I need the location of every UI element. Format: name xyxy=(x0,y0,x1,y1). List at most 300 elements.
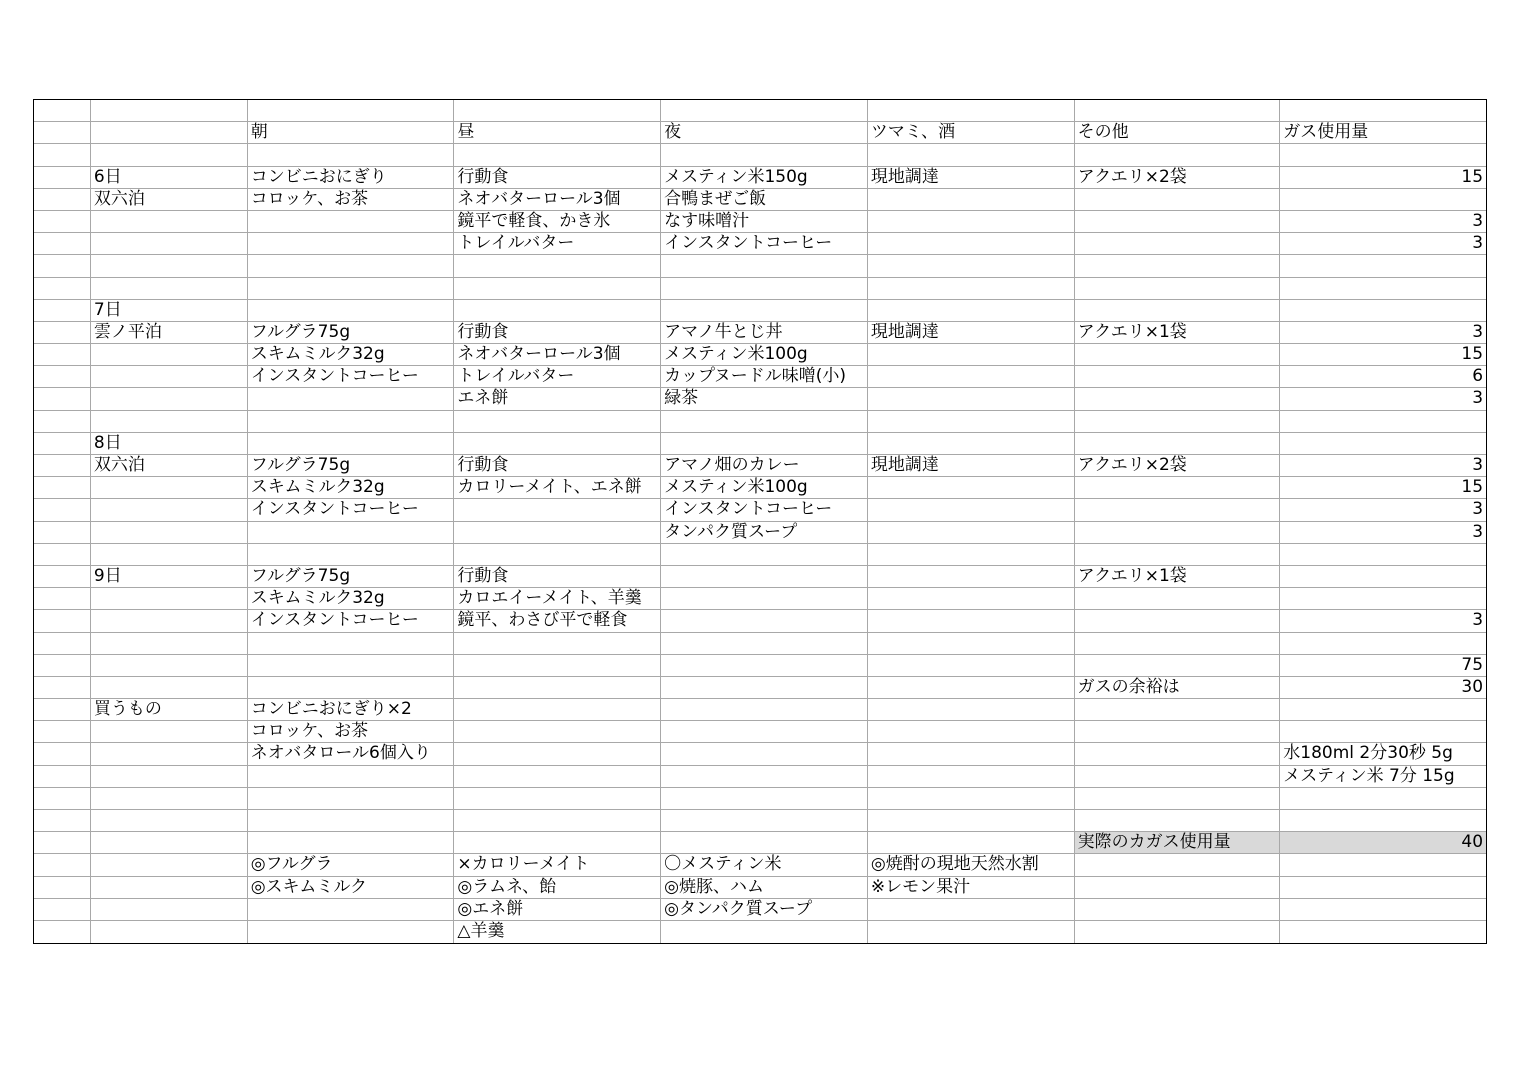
cell-lunch[interactable]: 昼 xyxy=(454,122,661,143)
cell-day-label[interactable] xyxy=(91,655,248,676)
cell-snack-drink[interactable] xyxy=(868,499,1075,520)
cell-dinner[interactable]: ◎焼豚、ハム xyxy=(661,877,868,898)
cell-gas-usage[interactable]: 40 xyxy=(1280,832,1486,853)
cell-gas-usage[interactable] xyxy=(1280,854,1486,875)
cell-gas-usage[interactable] xyxy=(1280,300,1486,321)
cell-gas-usage[interactable]: 3 xyxy=(1472,233,1484,254)
cell-dinner[interactable] xyxy=(661,255,868,276)
cell-dinner[interactable]: 〇メスティン米 xyxy=(661,854,868,875)
cell-snack-drink[interactable] xyxy=(868,211,1075,232)
cell-snack-drink[interactable] xyxy=(868,610,1075,631)
cell-gas-usage[interactable]: 3 xyxy=(1472,610,1484,631)
cell-snack-drink[interactable] xyxy=(868,766,1075,787)
cell-other[interactable]: ガスの余裕は xyxy=(1075,677,1281,698)
cell-row-header[interactable] xyxy=(34,366,91,387)
cell-row-header[interactable] xyxy=(34,100,91,121)
cell-day-label[interactable]: 双六泊 xyxy=(91,189,248,210)
cell-other[interactable] xyxy=(1075,366,1281,387)
cell-snack-drink[interactable] xyxy=(868,255,1075,276)
cell-other[interactable] xyxy=(1075,721,1281,742)
cell-day-label[interactable] xyxy=(91,854,248,875)
cell-breakfast[interactable] xyxy=(248,788,455,809)
cell-day-label[interactable]: 雲ノ平泊 xyxy=(91,322,248,343)
cell-gas-usage[interactable]: 75 xyxy=(1461,654,1484,675)
cell-day-label[interactable] xyxy=(91,544,248,565)
cell-gas-usage[interactable]: ガス使用量 xyxy=(1283,122,1369,143)
cell-snack-drink[interactable] xyxy=(868,100,1075,121)
cell-snack-drink[interactable] xyxy=(868,144,1075,165)
cell-dinner[interactable]: タンパク質スープ xyxy=(661,522,868,543)
cell-dinner[interactable]: インスタントコーヒー xyxy=(661,233,868,254)
cell-lunch[interactable] xyxy=(454,721,661,742)
cell-gas-usage[interactable] xyxy=(1280,278,1486,299)
cell-snack-drink[interactable] xyxy=(868,189,1075,210)
cell-row-header[interactable] xyxy=(34,477,91,498)
cell-lunch[interactable] xyxy=(454,743,661,764)
cell-dinner[interactable] xyxy=(661,766,868,787)
cell-lunch[interactable]: ネオバターロール3個 xyxy=(454,189,661,210)
cell-row-header[interactable] xyxy=(34,544,91,565)
cell-other[interactable] xyxy=(1075,388,1281,409)
cell-lunch[interactable] xyxy=(454,832,661,853)
cell-other[interactable] xyxy=(1075,211,1281,232)
cell-snack-drink[interactable] xyxy=(868,588,1075,609)
cell-day-label[interactable] xyxy=(91,766,248,787)
cell-day-label[interactable] xyxy=(91,721,248,742)
cell-dinner[interactable] xyxy=(661,743,868,764)
cell-lunch[interactable]: ×カロリーメイト xyxy=(454,854,661,875)
cell-lunch[interactable] xyxy=(454,144,661,165)
cell-row-header[interactable] xyxy=(34,322,91,343)
cell-snack-drink[interactable] xyxy=(868,677,1075,698)
cell-gas-usage[interactable]: 15 xyxy=(1461,477,1484,498)
cell-gas-usage[interactable] xyxy=(1280,189,1486,210)
cell-dinner[interactable] xyxy=(661,832,868,853)
cell-dinner[interactable]: アマノ畑のカレー xyxy=(661,455,868,476)
cell-breakfast[interactable] xyxy=(248,766,455,787)
cell-dinner[interactable] xyxy=(661,566,868,587)
cell-day-label[interactable] xyxy=(91,921,248,943)
cell-gas-usage[interactable] xyxy=(1280,788,1486,809)
cell-lunch[interactable] xyxy=(454,788,661,809)
cell-other[interactable]: アクエリ×1袋 xyxy=(1075,322,1281,343)
cell-gas-usage[interactable] xyxy=(1280,899,1486,920)
cell-lunch[interactable] xyxy=(454,522,661,543)
cell-gas-usage[interactable]: 3 xyxy=(1472,321,1484,342)
cell-day-label[interactable] xyxy=(91,588,248,609)
cell-snack-drink[interactable]: 現地調達 xyxy=(868,322,1075,343)
cell-gas-usage[interactable] xyxy=(1280,544,1486,565)
cell-other[interactable] xyxy=(1075,810,1281,831)
cell-other[interactable] xyxy=(1075,300,1281,321)
cell-day-label[interactable] xyxy=(91,522,248,543)
cell-dinner[interactable] xyxy=(661,633,868,654)
cell-gas-usage[interactable] xyxy=(1280,699,1486,720)
cell-other[interactable] xyxy=(1075,921,1281,943)
cell-lunch[interactable] xyxy=(454,810,661,831)
cell-gas-usage[interactable] xyxy=(1280,877,1486,898)
cell-day-label[interactable] xyxy=(91,411,248,432)
cell-row-header[interactable] xyxy=(34,588,91,609)
cell-day-label[interactable] xyxy=(91,144,248,165)
cell-lunch[interactable] xyxy=(454,100,661,121)
cell-breakfast[interactable]: スキムミルク32g xyxy=(248,477,455,498)
cell-other[interactable] xyxy=(1075,144,1281,165)
cell-row-header[interactable] xyxy=(34,721,91,742)
cell-breakfast[interactable] xyxy=(248,100,455,121)
cell-breakfast[interactable] xyxy=(248,388,455,409)
cell-breakfast[interactable]: インスタントコーヒー xyxy=(248,499,455,520)
cell-day-label[interactable] xyxy=(91,810,248,831)
cell-other[interactable]: その他 xyxy=(1075,122,1281,143)
cell-dinner[interactable]: メスティン米100g xyxy=(661,477,868,498)
cell-day-label[interactable]: 8日 xyxy=(91,433,248,454)
cell-row-header[interactable] xyxy=(34,921,91,943)
cell-day-label[interactable] xyxy=(91,743,248,764)
cell-gas-usage[interactable] xyxy=(1280,633,1486,654)
cell-gas-usage[interactable]: 3 xyxy=(1472,499,1484,520)
cell-gas-usage[interactable]: 水180ml 2分30秒 5g xyxy=(1283,743,1453,764)
cell-breakfast[interactable] xyxy=(248,633,455,654)
cell-dinner[interactable]: インスタントコーヒー xyxy=(661,499,868,520)
cell-breakfast[interactable] xyxy=(248,255,455,276)
cell-dinner[interactable] xyxy=(661,100,868,121)
cell-breakfast[interactable] xyxy=(248,832,455,853)
cell-gas-usage[interactable] xyxy=(1280,588,1486,609)
cell-lunch[interactable] xyxy=(454,633,661,654)
cell-day-label[interactable]: 9日 xyxy=(91,566,248,587)
cell-row-header[interactable] xyxy=(34,300,91,321)
cell-breakfast[interactable]: スキムミルク32g xyxy=(248,344,455,365)
cell-day-label[interactable] xyxy=(91,832,248,853)
cell-row-header[interactable] xyxy=(34,411,91,432)
cell-row-header[interactable] xyxy=(34,877,91,898)
cell-breakfast[interactable]: インスタントコーヒー xyxy=(248,610,455,631)
cell-dinner[interactable] xyxy=(661,300,868,321)
cell-dinner[interactable] xyxy=(661,433,868,454)
cell-row-header[interactable] xyxy=(34,278,91,299)
cell-breakfast[interactable]: コロッケ、お茶 xyxy=(248,721,455,742)
cell-breakfast[interactable]: ◎スキムミルク xyxy=(248,877,455,898)
cell-other[interactable] xyxy=(1075,633,1281,654)
cell-lunch[interactable]: 行動食 xyxy=(454,322,661,343)
cell-dinner[interactable] xyxy=(661,411,868,432)
cell-lunch[interactable]: トレイルバター xyxy=(454,233,661,254)
cell-breakfast[interactable]: フルグラ75g xyxy=(248,455,455,476)
cell-row-header[interactable] xyxy=(34,899,91,920)
cell-row-header[interactable] xyxy=(34,832,91,853)
cell-other[interactable] xyxy=(1075,788,1281,809)
cell-breakfast[interactable]: 朝 xyxy=(248,122,455,143)
cell-breakfast[interactable] xyxy=(248,655,455,676)
cell-day-label[interactable]: 7日 xyxy=(91,300,248,321)
cell-breakfast[interactable] xyxy=(248,522,455,543)
cell-dinner[interactable] xyxy=(661,677,868,698)
cell-row-header[interactable] xyxy=(34,144,91,165)
cell-row-header[interactable] xyxy=(34,810,91,831)
cell-row-header[interactable] xyxy=(34,344,91,365)
cell-other[interactable] xyxy=(1075,278,1281,299)
cell-row-header[interactable] xyxy=(34,388,91,409)
cell-day-label[interactable] xyxy=(91,499,248,520)
cell-gas-usage[interactable]: 15 xyxy=(1461,166,1484,187)
cell-dinner[interactable] xyxy=(661,921,868,943)
cell-lunch[interactable] xyxy=(454,699,661,720)
cell-breakfast[interactable]: フルグラ75g xyxy=(248,566,455,587)
cell-row-header[interactable] xyxy=(34,854,91,875)
cell-snack-drink[interactable] xyxy=(868,810,1075,831)
cell-gas-usage[interactable] xyxy=(1280,144,1486,165)
cell-breakfast[interactable] xyxy=(248,300,455,321)
cell-other[interactable] xyxy=(1075,610,1281,631)
cell-gas-usage[interactable] xyxy=(1280,566,1486,587)
cell-other[interactable] xyxy=(1075,477,1281,498)
cell-other[interactable] xyxy=(1075,699,1281,720)
cell-other[interactable]: 実際のカガス使用量 xyxy=(1075,832,1281,853)
cell-row-header[interactable] xyxy=(34,167,91,188)
cell-day-label[interactable] xyxy=(91,877,248,898)
cell-breakfast[interactable] xyxy=(248,899,455,920)
cell-other[interactable] xyxy=(1075,233,1281,254)
cell-breakfast[interactable] xyxy=(248,544,455,565)
cell-dinner[interactable] xyxy=(661,588,868,609)
cell-dinner[interactable] xyxy=(661,699,868,720)
cell-lunch[interactable] xyxy=(454,411,661,432)
cell-lunch[interactable]: ◎エネ餅 xyxy=(454,899,661,920)
cell-dinner[interactable] xyxy=(661,610,868,631)
cell-day-label[interactable] xyxy=(91,477,248,498)
cell-gas-usage[interactable]: 3 xyxy=(1472,455,1484,475)
cell-dinner[interactable]: ◎タンパク質スープ xyxy=(661,899,868,920)
cell-other[interactable] xyxy=(1075,255,1281,276)
cell-gas-usage[interactable] xyxy=(1280,921,1486,943)
cell-day-label[interactable] xyxy=(91,233,248,254)
cell-snack-drink[interactable]: ツマミ、酒 xyxy=(868,122,1075,143)
cell-other[interactable]: アクエリ×2袋 xyxy=(1075,167,1281,188)
cell-breakfast[interactable]: コンビニおにぎり×2 xyxy=(248,699,455,720)
cell-row-header[interactable] xyxy=(34,766,91,787)
cell-other[interactable] xyxy=(1075,544,1281,565)
cell-breakfast[interactable]: コロッケ、お茶 xyxy=(248,189,455,210)
cell-snack-drink[interactable] xyxy=(868,344,1075,365)
cell-snack-drink[interactable] xyxy=(868,743,1075,764)
cell-breakfast[interactable] xyxy=(248,810,455,831)
cell-lunch[interactable] xyxy=(454,433,661,454)
cell-snack-drink[interactable] xyxy=(868,278,1075,299)
cell-day-label[interactable] xyxy=(91,677,248,698)
cell-breakfast[interactable]: ◎フルグラ xyxy=(248,854,455,875)
cell-gas-usage[interactable]: メスティン米 7分 15g xyxy=(1283,765,1455,786)
cell-breakfast[interactable] xyxy=(248,677,455,698)
cell-gas-usage[interactable]: 3 xyxy=(1472,521,1484,542)
cell-other[interactable] xyxy=(1075,499,1281,520)
cell-other[interactable] xyxy=(1075,854,1281,875)
cell-gas-usage[interactable] xyxy=(1280,810,1486,831)
cell-dinner[interactable]: 緑茶 xyxy=(661,388,868,409)
cell-lunch[interactable]: エネ餅 xyxy=(454,388,661,409)
cell-dinner[interactable]: なす味噌汁 xyxy=(661,211,868,232)
cell-lunch[interactable]: 行動食 xyxy=(454,167,661,188)
cell-dinner[interactable]: メスティン米100g xyxy=(661,344,868,365)
cell-dinner[interactable] xyxy=(661,721,868,742)
cell-snack-drink[interactable] xyxy=(868,921,1075,943)
cell-snack-drink[interactable] xyxy=(868,699,1075,720)
cell-breakfast[interactable] xyxy=(248,211,455,232)
cell-breakfast[interactable] xyxy=(248,433,455,454)
cell-lunch[interactable]: 行動食 xyxy=(454,566,661,587)
cell-dinner[interactable]: 合鴨まぜご飯 xyxy=(661,189,868,210)
cell-gas-usage[interactable]: 15 xyxy=(1461,344,1484,365)
cell-other[interactable] xyxy=(1075,433,1281,454)
cell-day-label[interactable] xyxy=(91,344,248,365)
cell-breakfast[interactable] xyxy=(248,921,455,943)
cell-dinner[interactable]: アマノ牛とじ丼 xyxy=(661,322,868,343)
cell-day-label[interactable] xyxy=(91,255,248,276)
cell-other[interactable] xyxy=(1075,522,1281,543)
cell-gas-usage[interactable]: 30 xyxy=(1461,676,1484,697)
cell-breakfast[interactable]: ネオバタロール6個入り xyxy=(248,743,455,764)
cell-snack-drink[interactable] xyxy=(868,366,1075,387)
cell-row-header[interactable] xyxy=(34,433,91,454)
cell-snack-drink[interactable] xyxy=(868,655,1075,676)
cell-dinner[interactable]: メスティン米150g xyxy=(661,167,868,188)
cell-breakfast[interactable] xyxy=(248,144,455,165)
cell-day-label[interactable] xyxy=(91,278,248,299)
cell-dinner[interactable] xyxy=(661,810,868,831)
cell-snack-drink[interactable] xyxy=(868,832,1075,853)
cell-snack-drink[interactable] xyxy=(868,566,1075,587)
cell-lunch[interactable] xyxy=(454,677,661,698)
cell-other[interactable] xyxy=(1075,588,1281,609)
cell-dinner[interactable] xyxy=(661,144,868,165)
cell-lunch[interactable] xyxy=(454,766,661,787)
cell-other[interactable]: アクエリ×1袋 xyxy=(1075,566,1281,587)
cell-row-header[interactable] xyxy=(34,455,91,476)
cell-row-header[interactable] xyxy=(34,189,91,210)
cell-day-label[interactable] xyxy=(91,788,248,809)
cell-row-header[interactable] xyxy=(34,610,91,631)
cell-breakfast[interactable] xyxy=(248,233,455,254)
cell-lunch[interactable]: 鏡平、わさび平で軽食 xyxy=(454,610,661,631)
cell-row-header[interactable] xyxy=(34,655,91,676)
cell-dinner[interactable]: カップヌードル味噌(小) xyxy=(661,366,868,387)
cell-day-label[interactable] xyxy=(91,388,248,409)
cell-snack-drink[interactable] xyxy=(868,899,1075,920)
cell-gas-usage[interactable] xyxy=(1280,100,1486,121)
cell-snack-drink[interactable] xyxy=(868,233,1075,254)
cell-other[interactable] xyxy=(1075,100,1281,121)
cell-dinner[interactable] xyxy=(661,278,868,299)
cell-lunch[interactable] xyxy=(454,655,661,676)
cell-other[interactable] xyxy=(1075,877,1281,898)
cell-gas-usage[interactable]: 3 xyxy=(1472,388,1484,409)
cell-breakfast[interactable]: フルグラ75g xyxy=(248,322,455,343)
cell-snack-drink[interactable]: ※レモン果汁 xyxy=(868,877,1075,898)
cell-other[interactable] xyxy=(1075,189,1281,210)
cell-snack-drink[interactable]: ◎焼酎の現地天然水割 xyxy=(868,854,1075,875)
cell-other[interactable] xyxy=(1075,344,1281,365)
cell-breakfast[interactable]: インスタントコーヒー xyxy=(248,366,455,387)
cell-row-header[interactable] xyxy=(34,743,91,764)
cell-row-header[interactable] xyxy=(34,633,91,654)
cell-row-header[interactable] xyxy=(34,122,91,143)
cell-lunch[interactable]: トレイルバター xyxy=(454,366,661,387)
cell-other[interactable] xyxy=(1075,766,1281,787)
cell-snack-drink[interactable]: 現地調達 xyxy=(868,455,1075,476)
cell-other[interactable] xyxy=(1075,655,1281,676)
cell-lunch[interactable] xyxy=(454,300,661,321)
cell-snack-drink[interactable] xyxy=(868,433,1075,454)
cell-day-label[interactable] xyxy=(91,610,248,631)
cell-dinner[interactable] xyxy=(661,788,868,809)
cell-gas-usage[interactable]: 3 xyxy=(1472,210,1484,231)
cell-snack-drink[interactable] xyxy=(868,522,1075,543)
cell-other[interactable]: アクエリ×2袋 xyxy=(1075,455,1281,476)
cell-row-header[interactable] xyxy=(34,211,91,232)
cell-snack-drink[interactable] xyxy=(868,300,1075,321)
cell-lunch[interactable]: 行動食 xyxy=(454,455,661,476)
cell-gas-usage[interactable] xyxy=(1280,721,1486,742)
cell-other[interactable] xyxy=(1075,743,1281,764)
cell-day-label[interactable] xyxy=(91,899,248,920)
cell-day-label[interactable] xyxy=(91,633,248,654)
cell-snack-drink[interactable] xyxy=(868,477,1075,498)
cell-gas-usage[interactable] xyxy=(1280,411,1486,432)
cell-snack-drink[interactable]: 現地調達 xyxy=(868,167,1075,188)
cell-lunch[interactable]: ◎ラムネ、飴 xyxy=(454,877,661,898)
cell-lunch[interactable]: ネオバターロール3個 xyxy=(454,344,661,365)
cell-breakfast[interactable]: コンビニおにぎり xyxy=(248,167,455,188)
cell-snack-drink[interactable] xyxy=(868,544,1075,565)
cell-snack-drink[interactable] xyxy=(868,633,1075,654)
cell-breakfast[interactable]: スキムミルク32g xyxy=(248,588,455,609)
cell-lunch[interactable] xyxy=(454,255,661,276)
cell-row-header[interactable] xyxy=(34,499,91,520)
cell-lunch[interactable]: 鏡平で軽食、かき氷 xyxy=(454,211,661,232)
cell-lunch[interactable] xyxy=(454,278,661,299)
cell-other[interactable] xyxy=(1075,411,1281,432)
cell-lunch[interactable]: △羊羹 xyxy=(454,921,661,943)
cell-day-label[interactable]: 買うもの xyxy=(91,699,248,720)
cell-day-label[interactable] xyxy=(91,366,248,387)
cell-row-header[interactable] xyxy=(34,566,91,587)
cell-row-header[interactable] xyxy=(34,699,91,720)
cell-snack-drink[interactable] xyxy=(868,788,1075,809)
cell-row-header[interactable] xyxy=(34,233,91,254)
cell-lunch[interactable]: カロエイーメイト、羊羹 xyxy=(454,588,661,609)
cell-snack-drink[interactable] xyxy=(868,721,1075,742)
cell-breakfast[interactable] xyxy=(248,411,455,432)
cell-lunch[interactable] xyxy=(454,544,661,565)
cell-day-label[interactable] xyxy=(91,211,248,232)
cell-gas-usage[interactable] xyxy=(1280,255,1486,276)
cell-dinner[interactable]: 夜 xyxy=(661,122,868,143)
cell-day-label[interactable]: 双六泊 xyxy=(91,455,248,476)
cell-day-label[interactable] xyxy=(91,100,248,121)
cell-row-header[interactable] xyxy=(34,255,91,276)
cell-row-header[interactable] xyxy=(34,788,91,809)
cell-breakfast[interactable] xyxy=(248,278,455,299)
cell-lunch[interactable]: カロリーメイト、エネ餅 xyxy=(454,477,661,498)
cell-snack-drink[interactable] xyxy=(868,411,1075,432)
cell-other[interactable] xyxy=(1075,899,1281,920)
cell-row-header[interactable] xyxy=(34,677,91,698)
cell-lunch[interactable] xyxy=(454,499,661,520)
cell-row-header[interactable] xyxy=(34,522,91,543)
cell-day-label[interactable] xyxy=(91,122,248,143)
cell-dinner[interactable] xyxy=(661,655,868,676)
cell-day-label[interactable]: 6日 xyxy=(91,167,248,188)
